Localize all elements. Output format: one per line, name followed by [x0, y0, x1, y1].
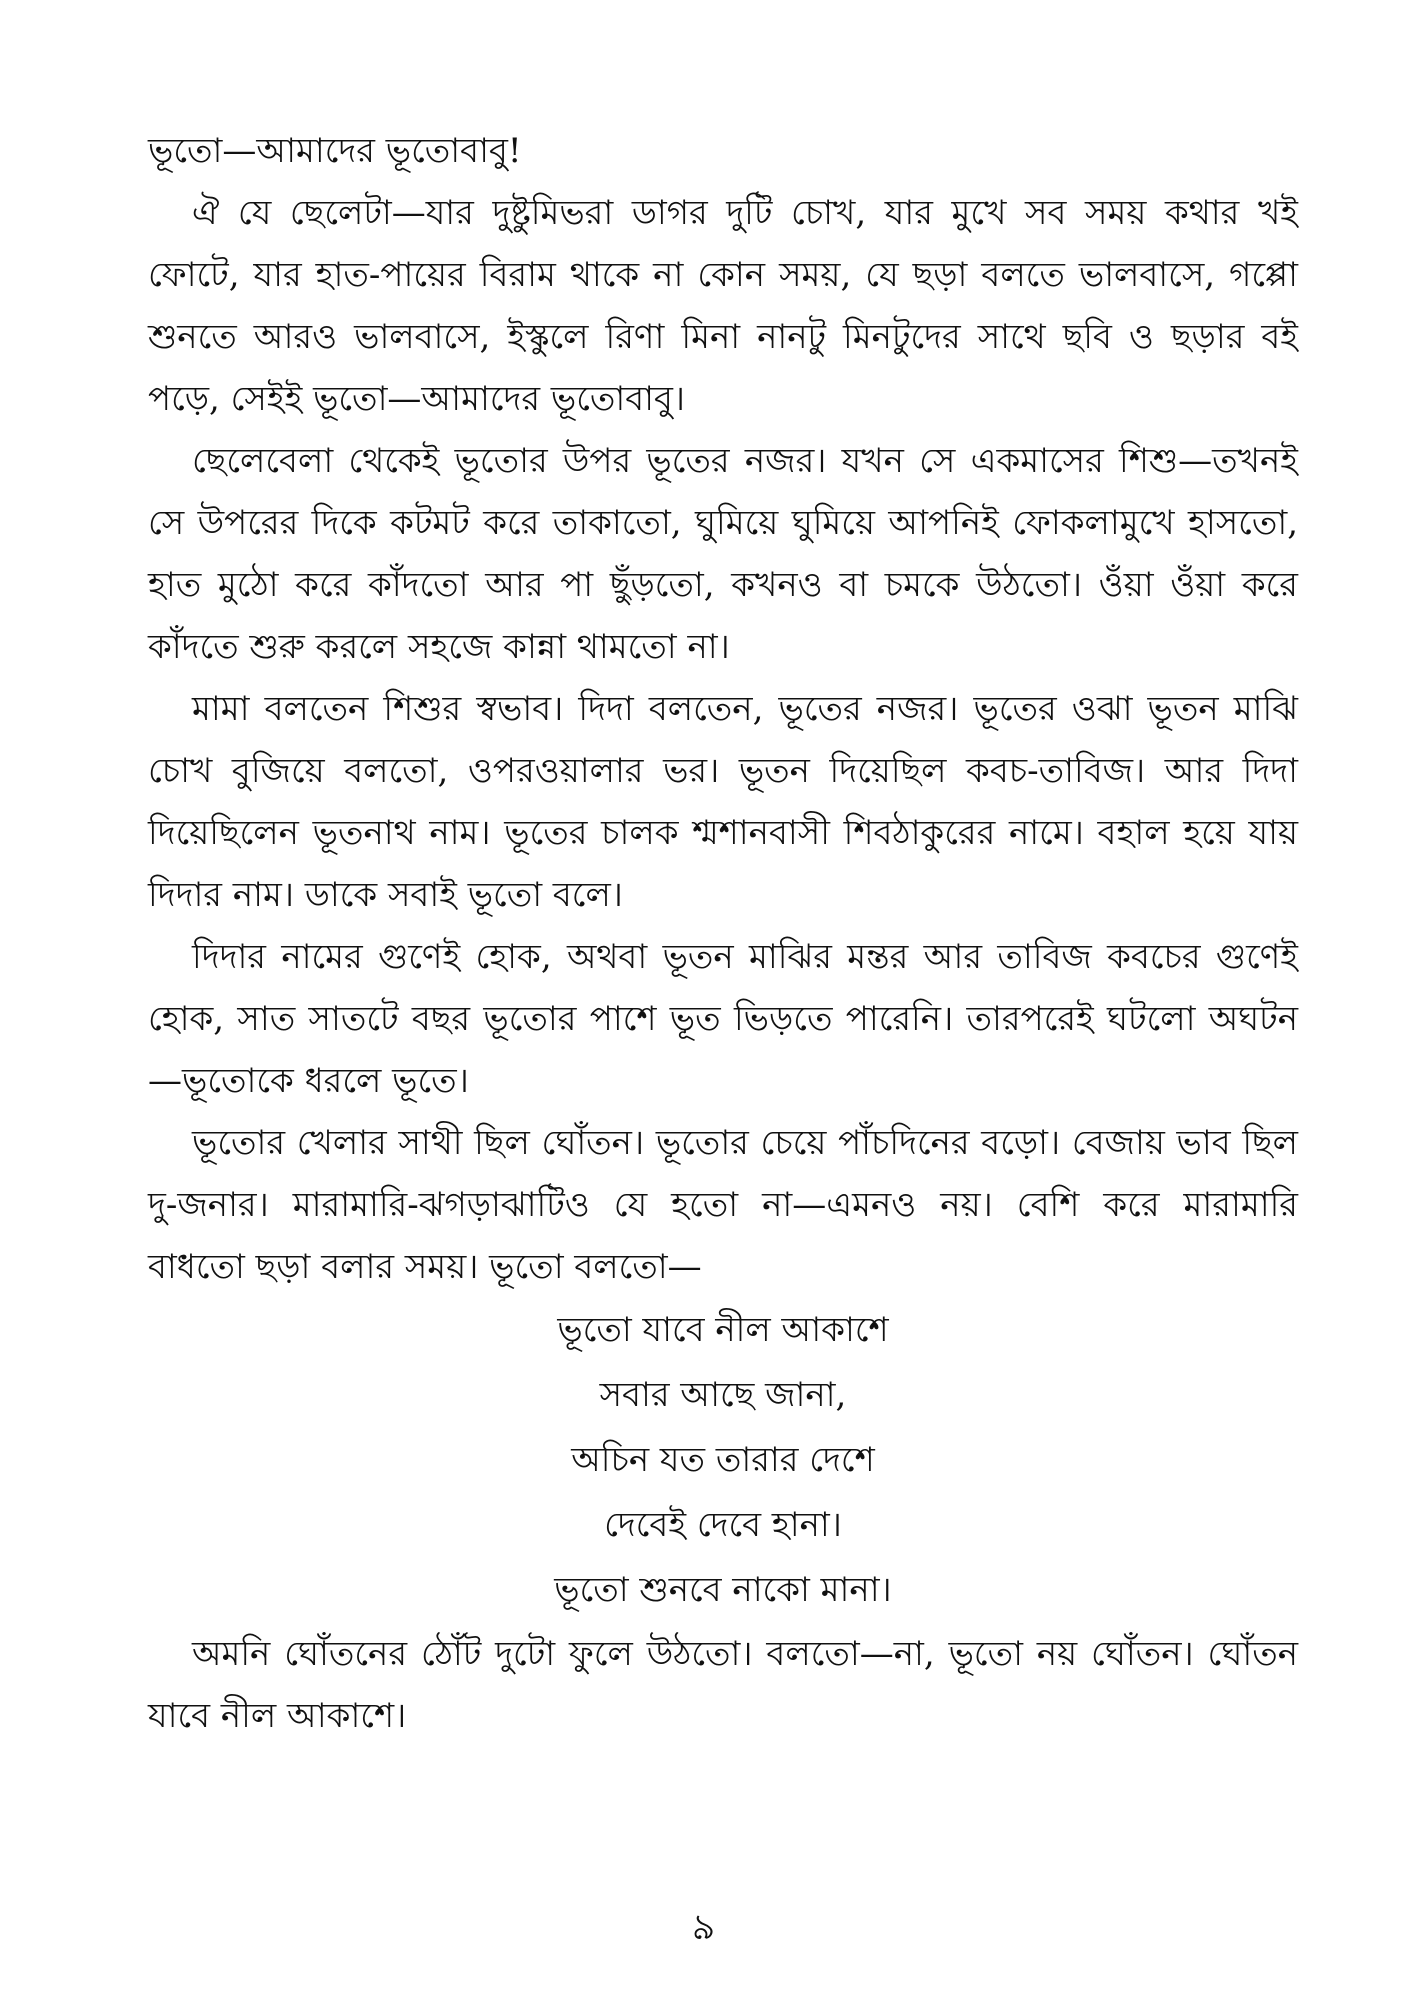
paragraph: অমনি ঘোঁতনের ঠোঁট দুটো ফুলে উঠতো। বলতো—না, ভূতো নয় ঘোঁতন। ঘোঁতন যাবে নীল আকাশে।	[148, 1634, 1298, 1736]
paragraph: ঐ যে ছেলেটা—যার দুষ্টুমিভরা ডাগর দুটি চোখ, যার মুখে সব সময় কথার খই ফোটে, যার হাত-পায়ের বিরাম থাকে না কোন সময়, যে ছড়া বলতে ভালবাসে, গপ্পো শুনতে আরও ভালবাসে, ইস্কুলে রিণা মিনা নানটু মিনটুদের সাথে ছবি ও ছড়ার বই পড়ে, সেইই ভূতো—আমাদের ভূতোবাবু।	[148, 193, 1298, 419]
page-number: ৯	[691, 1907, 716, 1948]
paragraph-opening-line: ভূতো—আমাদের ভূতোবাবু!	[148, 131, 522, 171]
verse-line: সবার আছে জানা,	[599, 1375, 847, 1415]
paragraph: ভূতোর খেলার সাথী ছিল ঘোঁতন। ভূতোর চেয়ে পাঁচদিনের বড়ো। বেজায় ভাব ছিল দু-জনার। মারামারি-ঝগড়াঝাটিও যে হতো না—এমনও নয়। বেশি করে মারামারি বাধতো ছড়া বলার সময়। ভূতো বলতো—	[148, 1123, 1298, 1287]
paragraph: দিদার নামের গুণেই হোক, অথবা ভূতন মাঝির মন্তর আর তাবিজ কবচের গুণেই হোক, সাত সাতটে বছর ভূতোর পাশে ভূত ভিড়তে পারেনি। তারপরেই ঘটলো অঘটন—ভূতোকে ধরলে ভূতে।	[148, 937, 1298, 1101]
paragraph: মামা বলতেন শিশুর স্বভাব। দিদা বলতেন, ভূতের নজর। ভূতের ওঝা ভূতন মাঝি চোখ বুজিয়ে বলতো, ওপরওয়ালার ভর। ভূতন দিয়েছিল কবচ-তাবিজ। আর দিদা দিয়েছিলেন ভূতনাথ নাম। ভূতের চালক শ্মশানবাসী শিবঠাকুরের নামে। বহাল হয়ে যায় দিদার নাম। ডাকে সবাই ভূতো বলে।	[148, 689, 1298, 915]
rhyme-verse	[148, 1298, 1298, 1623]
verse-line: দেবেই দেবে হানা।	[604, 1505, 842, 1545]
verse-line: ভূতো শুনবে নাকো মানা।	[554, 1570, 892, 1610]
paragraph: ছেলেবেলা থেকেই ভূতোর উপর ভূতের নজর। যখন সে একমাসের শিশু—তখনই সে উপরের দিকে কটমট করে তাকাতো, ঘুমিয়ে ঘুমিয়ে আপনিই ফোকলামুখে হাসতো, হাত মুঠো করে কাঁদতো আর পা ছুঁড়তো, কখনও বা চমকে উঠতো। ওঁয়া ওঁয়া করে কাঁদতে শুরু করলে সহজে কান্না থামতো না।	[148, 441, 1298, 667]
verse-line: অচিন যত তারার দেশে	[571, 1440, 875, 1480]
verse-line: ভূতো যাবে নীল আকাশে	[557, 1310, 889, 1350]
body-text	[148, 120, 1298, 1747]
